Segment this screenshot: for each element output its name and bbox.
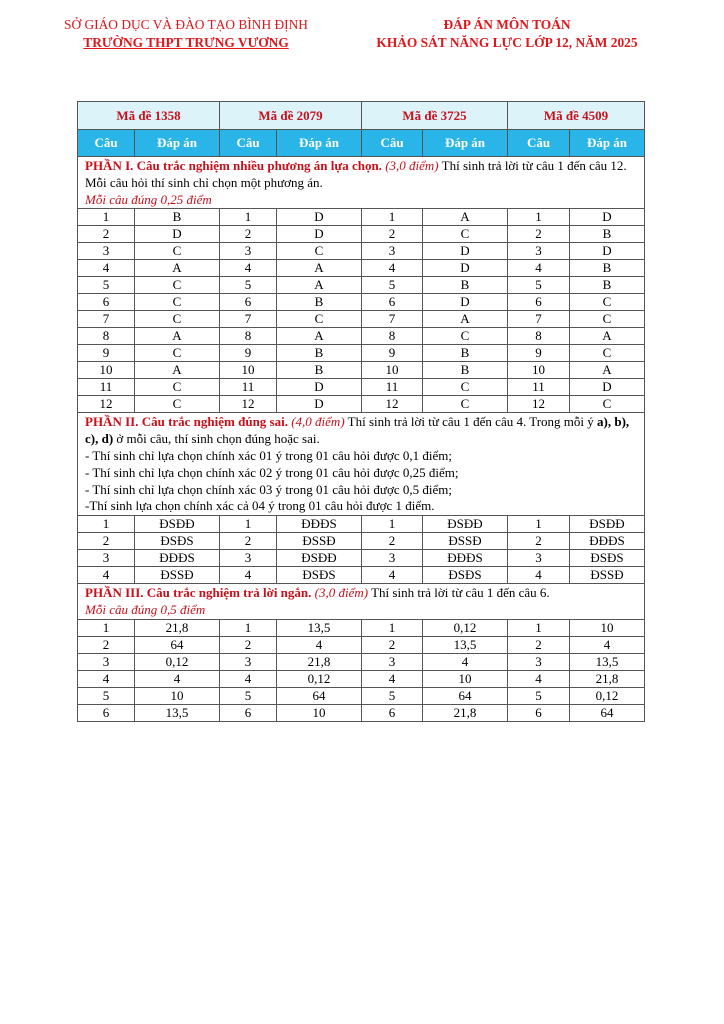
question-number: 3 — [78, 550, 135, 567]
answer-value: ĐSĐS — [570, 550, 645, 567]
answer-value: D — [570, 379, 645, 396]
question-number: 6 — [220, 704, 277, 721]
question-number: 6 — [362, 294, 423, 311]
part2-rule: -Thí sinh lựa chọn chính xác cả 04 ý trong 01 câu hỏi được 1 điểm. — [85, 498, 435, 514]
answer-value: B — [423, 362, 508, 379]
question-number: 2 — [508, 636, 570, 653]
question-number: 1 — [508, 619, 570, 636]
question-number: 1 — [220, 516, 277, 533]
answer-row — [78, 550, 645, 567]
question-number: 2 — [362, 226, 423, 243]
answer-value: B — [135, 209, 220, 226]
question-number: 4 — [78, 670, 135, 687]
question-number: 3 — [362, 550, 423, 567]
answer-row — [78, 687, 645, 704]
answer-row — [78, 704, 645, 721]
answer-value: ĐSSĐ — [277, 533, 362, 550]
question-number: 2 — [78, 636, 135, 653]
answer-value: ĐSSĐ — [570, 567, 645, 584]
answer-value: 64 — [277, 687, 362, 704]
answer-row — [78, 226, 645, 243]
answer-value: 13,5 — [423, 636, 508, 653]
part2-description: Thí sinh trả lời từ câu 1 đến câu 4. Trong mỗi ý — [344, 414, 598, 430]
answer-value: 4 — [423, 653, 508, 670]
question-number: 1 — [362, 619, 423, 636]
answer-value: ĐSĐS — [277, 567, 362, 584]
answer-value: C — [135, 311, 220, 328]
question-number: 3 — [78, 653, 135, 670]
answer-value: A — [423, 311, 508, 328]
school-header — [36, 16, 336, 52]
answer-value: C — [135, 277, 220, 294]
question-number: 2 — [220, 533, 277, 550]
answer-value: C — [570, 396, 645, 413]
answer-value: 21,8 — [423, 704, 508, 721]
part3-title: PHẦN III. Câu trắc nghiệm trả lời ngắn. — [85, 585, 312, 601]
answer-value: D — [277, 396, 362, 413]
question-number: 4 — [362, 567, 423, 584]
question-number: 1 — [508, 516, 570, 533]
answer-value: D — [277, 209, 362, 226]
answer-row — [78, 209, 645, 226]
answer-value: 64 — [423, 687, 508, 704]
question-number: 3 — [362, 653, 423, 670]
answer-value: ĐSĐĐ — [570, 516, 645, 533]
answer-value: D — [423, 294, 508, 311]
answer-value: A — [277, 260, 362, 277]
question-number: 1 — [78, 516, 135, 533]
question-number: 1 — [220, 619, 277, 636]
answer-value: ĐSĐS — [135, 533, 220, 550]
answer-value: C — [135, 243, 220, 260]
answer-row — [78, 328, 645, 345]
question-number: 1 — [78, 619, 135, 636]
question-number: 2 — [78, 533, 135, 550]
answer-value: C — [135, 345, 220, 362]
answer-value: A — [570, 362, 645, 379]
answer-value: C — [423, 328, 508, 345]
question-number: 12 — [362, 396, 423, 413]
question-number: 5 — [78, 687, 135, 704]
answer-row — [78, 567, 645, 584]
question-number: 3 — [508, 243, 570, 260]
answer-value: ĐSĐĐ — [423, 516, 508, 533]
question-number: 5 — [362, 687, 423, 704]
answer-value: A — [277, 277, 362, 294]
answer-value: 21,8 — [277, 653, 362, 670]
answer-value: C — [135, 396, 220, 413]
answer-key-title: ĐÁP ÁN MÔN TOÁN — [443, 17, 571, 32]
exam-name: KHẢO SÁT NĂNG LỰC LỚP 12, NĂM 2025 — [376, 35, 638, 50]
question-number: 11 — [362, 379, 423, 396]
part1-instructions — [78, 157, 645, 209]
part2-body — [78, 413, 645, 584]
part3-points: (3,0 điểm) — [314, 585, 369, 601]
question-number: 7 — [508, 311, 570, 328]
question-number: 3 — [508, 653, 570, 670]
answer-header: Đáp án — [423, 130, 508, 157]
answer-value: ĐĐĐS — [423, 550, 508, 567]
answer-value: 13,5 — [570, 653, 645, 670]
school-name: TRƯỜNG THPT TRƯNG VƯƠNG — [83, 35, 289, 50]
answer-value: D — [423, 260, 508, 277]
part2-points: (4,0 điểm) — [291, 414, 345, 430]
question-number: 3 — [220, 243, 277, 260]
question-number: 12 — [220, 396, 277, 413]
answer-value: C — [570, 311, 645, 328]
answer-row — [78, 277, 645, 294]
part1-points: (3,0 điểm) — [385, 158, 439, 173]
answer-row — [78, 379, 645, 396]
answer-header: Đáp án — [570, 130, 645, 157]
question-number: 1 — [220, 209, 277, 226]
part3-instructions — [78, 584, 645, 620]
question-number: 10 — [78, 362, 135, 379]
question-number: 3 — [362, 243, 423, 260]
question-header: Câu — [508, 130, 570, 157]
answer-row — [78, 311, 645, 328]
question-number: 11 — [508, 379, 570, 396]
question-number: 4 — [220, 670, 277, 687]
question-number: 8 — [508, 328, 570, 345]
question-header: Câu — [362, 130, 423, 157]
question-number: 4 — [78, 567, 135, 584]
answer-value: C — [135, 379, 220, 396]
answer-row — [78, 362, 645, 379]
answer-value: 4 — [570, 636, 645, 653]
answer-value: B — [570, 260, 645, 277]
question-number: 6 — [78, 294, 135, 311]
answer-value: C — [135, 294, 220, 311]
question-number: 9 — [220, 345, 277, 362]
answer-value: B — [277, 345, 362, 362]
question-number: 12 — [78, 396, 135, 413]
department-name: SỞ GIÁO DỤC VÀ ĐÀO TẠO BÌNH ĐỊNH — [64, 17, 308, 32]
exam-code: Mã đề 1358 — [78, 102, 220, 130]
question-number: 4 — [362, 670, 423, 687]
answer-value: 4 — [277, 636, 362, 653]
question-number: 2 — [362, 636, 423, 653]
question-number: 5 — [220, 687, 277, 704]
question-number: 5 — [362, 277, 423, 294]
question-number: 1 — [78, 209, 135, 226]
answer-row — [78, 670, 645, 687]
question-number: 4 — [508, 670, 570, 687]
answer-value: C — [570, 294, 645, 311]
answer-row — [78, 396, 645, 413]
answer-header: Đáp án — [135, 130, 220, 157]
part2-rule: - Thí sinh chỉ lựa chọn chính xác 03 ý trong 01 câu hỏi được 0,5 điểm; — [85, 481, 452, 497]
question-number: 5 — [508, 277, 570, 294]
answer-value: C — [423, 396, 508, 413]
answer-value: B — [277, 362, 362, 379]
answer-value: B — [277, 294, 362, 311]
question-number: 8 — [78, 328, 135, 345]
question-number: 8 — [220, 328, 277, 345]
answer-value: D — [570, 209, 645, 226]
part3-body — [78, 584, 645, 722]
question-header: Câu — [220, 130, 277, 157]
question-number: 2 — [220, 226, 277, 243]
answer-value: A — [277, 328, 362, 345]
answer-value: A — [135, 362, 220, 379]
answer-value: B — [570, 226, 645, 243]
answer-value: ĐSĐS — [423, 567, 508, 584]
part2-rule: - Thí sinh chỉ lựa chọn chính xác 02 ý trong 01 câu hỏi được 0,25 điểm; — [85, 464, 459, 480]
part2-title: PHẦN II. Câu trắc nghiệm đúng sai. — [85, 414, 288, 430]
answer-value: 10 — [135, 687, 220, 704]
answer-value: 64 — [570, 704, 645, 721]
answer-row — [78, 516, 645, 533]
answer-value: A — [135, 260, 220, 277]
answer-value: D — [135, 226, 220, 243]
part1-body — [78, 157, 645, 413]
question-number: 1 — [508, 209, 570, 226]
part1-description: Thí sinh trả lời từ câu 1 đến câu 12. Mỗi câu hỏi thí sinh chỉ chọn một phương án. — [85, 158, 627, 190]
question-number: 9 — [362, 345, 423, 362]
question-number: 4 — [220, 567, 277, 584]
exam-code: Mã đề 4509 — [508, 102, 645, 130]
answer-value: 0,12 — [135, 653, 220, 670]
answer-value: A — [423, 209, 508, 226]
answer-row — [78, 243, 645, 260]
question-number: 7 — [362, 311, 423, 328]
question-number: 4 — [508, 567, 570, 584]
question-number: 5 — [220, 277, 277, 294]
answer-value: ĐĐĐS — [570, 533, 645, 550]
answer-value: 0,12 — [570, 687, 645, 704]
question-number: 1 — [362, 516, 423, 533]
question-number: 11 — [220, 379, 277, 396]
question-number: 4 — [508, 260, 570, 277]
question-number: 12 — [508, 396, 570, 413]
question-number: 11 — [78, 379, 135, 396]
answer-row — [78, 345, 645, 362]
question-number: 6 — [78, 704, 135, 721]
answer-row — [78, 533, 645, 550]
question-number: 7 — [220, 311, 277, 328]
answer-value: D — [277, 379, 362, 396]
answer-value: 10 — [423, 670, 508, 687]
question-number: 6 — [508, 294, 570, 311]
answer-value: A — [135, 328, 220, 345]
part3-description: Thí sinh trả lời từ câu 1 đến câu 6. — [368, 585, 550, 601]
answer-value: 64 — [135, 636, 220, 653]
question-number: 6 — [362, 704, 423, 721]
answer-value: ĐSSĐ — [135, 567, 220, 584]
question-number: 4 — [220, 260, 277, 277]
answer-value: ĐĐĐS — [277, 516, 362, 533]
part1-title: PHẦN I. Câu trắc nghiệm nhiều phương án lựa chọn. — [85, 158, 382, 173]
answer-value: ĐSĐĐ — [277, 550, 362, 567]
answer-row — [78, 260, 645, 277]
answer-row — [78, 619, 645, 636]
answer-value: D — [423, 243, 508, 260]
question-number: 9 — [508, 345, 570, 362]
answer-value: ĐĐĐS — [135, 550, 220, 567]
question-number: 5 — [78, 277, 135, 294]
answer-value: C — [570, 345, 645, 362]
column-header-row — [78, 130, 645, 157]
question-number: 8 — [362, 328, 423, 345]
question-number: 2 — [78, 226, 135, 243]
answer-value: D — [570, 243, 645, 260]
answer-value: B — [423, 277, 508, 294]
part2-description-end: ở mỗi câu, thí sinh chọn đúng hoặc sai. — [113, 431, 320, 447]
question-header: Câu — [78, 130, 135, 157]
part1-header-row — [78, 157, 645, 209]
answer-value: ĐSĐĐ — [135, 516, 220, 533]
question-number: 10 — [362, 362, 423, 379]
answer-value: 10 — [277, 704, 362, 721]
answer-value: ĐSSĐ — [423, 533, 508, 550]
question-number: 4 — [362, 260, 423, 277]
part2-options: a), b), c), d) — [85, 414, 630, 447]
answer-value: D — [277, 226, 362, 243]
question-number: 4 — [78, 260, 135, 277]
question-number: 3 — [220, 550, 277, 567]
answer-row — [78, 294, 645, 311]
question-number: 9 — [78, 345, 135, 362]
answer-value: 0,12 — [423, 619, 508, 636]
answer-value: 10 — [570, 619, 645, 636]
part3-score-note: Mỗi câu đúng 0,5 điểm — [85, 601, 206, 617]
question-number: 10 — [220, 362, 277, 379]
question-number: 5 — [508, 687, 570, 704]
exam-code: Mã đề 2079 — [220, 102, 362, 130]
question-number: 7 — [78, 311, 135, 328]
exam-header — [352, 16, 662, 52]
answer-value: 4 — [135, 670, 220, 687]
answer-value: C — [423, 226, 508, 243]
part3-header-row — [78, 584, 645, 620]
answer-value: B — [570, 277, 645, 294]
answer-value: C — [277, 243, 362, 260]
answer-header: Đáp án — [277, 130, 362, 157]
question-number: 6 — [508, 704, 570, 721]
answer-value: C — [423, 379, 508, 396]
answer-value: 13,5 — [277, 619, 362, 636]
question-number: 2 — [508, 533, 570, 550]
part1-score-note: Mỗi câu đúng 0,25 điểm — [85, 191, 212, 207]
question-number: 2 — [362, 533, 423, 550]
answer-value: 21,8 — [135, 619, 220, 636]
question-number: 3 — [220, 653, 277, 670]
question-number: 2 — [508, 226, 570, 243]
exam-code: Mã đề 3725 — [362, 102, 508, 130]
question-number: 10 — [508, 362, 570, 379]
answer-value: A — [570, 328, 645, 345]
question-number: 3 — [508, 550, 570, 567]
exam-code-row — [78, 102, 645, 130]
answer-value: 21,8 — [570, 670, 645, 687]
part2-header-row — [78, 413, 645, 516]
answer-key-table — [77, 101, 645, 722]
question-number: 6 — [220, 294, 277, 311]
question-number: 2 — [220, 636, 277, 653]
answer-row — [78, 636, 645, 653]
part2-instructions — [78, 413, 645, 516]
answer-value: B — [423, 345, 508, 362]
question-number: 3 — [78, 243, 135, 260]
question-number: 1 — [362, 209, 423, 226]
answer-value: 0,12 — [277, 670, 362, 687]
answer-value: 13,5 — [135, 704, 220, 721]
part2-rule: - Thí sinh chỉ lựa chọn chính xác 01 ý trong 01 câu hỏi được 0,1 điểm; — [85, 447, 452, 463]
answer-row — [78, 653, 645, 670]
answer-value: C — [277, 311, 362, 328]
